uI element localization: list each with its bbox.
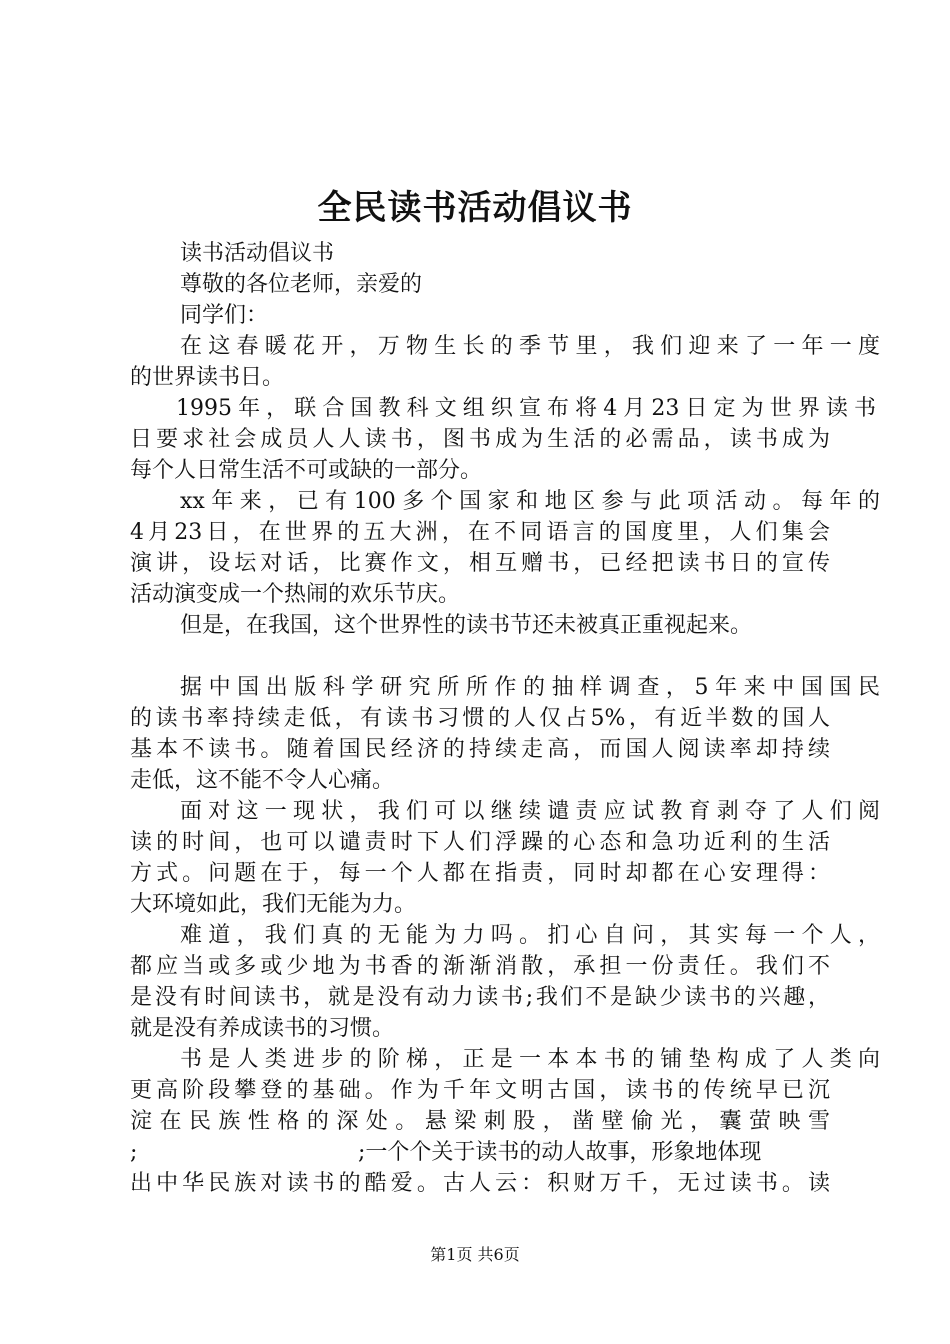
paragraph-line: 在这春暖花开，万物生长的季节里，我们迎来了一年一度 bbox=[180, 334, 880, 359]
paragraph-line: 出中华民族对读书的酷爱。古人云：积财万千，无过读书。读 bbox=[130, 1171, 830, 1196]
paragraph-line: 日要求社会成员人人读书，图书成为生活的必需品，读书成为 bbox=[130, 427, 830, 452]
paragraph-line: 淀在民族性格的深处。悬梁刺股，凿壁偷光，囊萤映雪 bbox=[130, 1109, 830, 1134]
paragraph-line: 读的时间，也可以谴责时下人们浮躁的心态和急功近利的生活 bbox=[130, 830, 830, 855]
paragraph-line: xx年来，已有100多个国家和地区参与此项活动。每年的 bbox=[180, 489, 880, 514]
paragraph-line: 大环境如此，我们无能为力。 bbox=[130, 892, 417, 917]
paragraph-line: 更高阶段攀登的基础。作为千年文明古国，读书的传统早已沉 bbox=[130, 1078, 830, 1103]
paragraph-line: 1995年，联合国教科文组织宣布将4月23日定为世界读书 bbox=[176, 396, 876, 421]
paragraph-line: 是没有时间读书，就是没有动力读书;我们不是缺少读书的兴趣， bbox=[130, 985, 830, 1010]
page-footer: 第1页 共6页 bbox=[430, 1245, 520, 1264]
paragraph-line: 每个人日常生活不可或缺的一部分。 bbox=[130, 458, 483, 483]
paragraph-line: 走低，这不能不令人心痛。 bbox=[130, 768, 395, 793]
paragraph-gap bbox=[130, 641, 830, 672]
paragraph-line: 都应当或多或少地为书香的渐渐消散，承担一份责任。我们不 bbox=[130, 954, 830, 979]
document-title: 全民读书活动倡议书 bbox=[317, 188, 633, 228]
paragraph-line-split bbox=[130, 1137, 830, 1168]
paragraph-line: 活动演变成一个热闹的欢乐节庆。 bbox=[130, 582, 461, 607]
paragraph-line: 的读书率持续走低，有读书习惯的人仅占5%，有近半数的国人 bbox=[130, 706, 830, 731]
paragraph-line: 就是没有养成读书的习惯。 bbox=[130, 1016, 395, 1041]
salutation-line: 尊敬的各位老师，亲爱的 bbox=[180, 272, 423, 297]
paragraph-line: 难道，我们真的无能为力吗。扪心自问，其实每一个人， bbox=[180, 923, 880, 948]
paragraph-line: 基本不读书。随着国民经济的持续走高，而国人阅读率却持续 bbox=[130, 737, 830, 762]
document-body bbox=[130, 238, 880, 1199]
paragraph-line: 4月23日，在世界的五大洲，在不同语言的国度里，人们集会 bbox=[130, 520, 830, 545]
paragraph-line: 书是人类进步的阶梯，正是一本本书的铺垫构成了人类向 bbox=[180, 1047, 880, 1072]
paragraph-line: 演讲，设坛对话，比赛作文，相互赠书，已经把读书日的宣传 bbox=[130, 551, 830, 576]
paragraph-line: 面对这一现状，我们可以继续谴责应试教育剥夺了人们阅 bbox=[180, 799, 880, 824]
paragraph-line: 方式。问题在于，每一个人都在指责，同时却都在心安理得： bbox=[130, 861, 830, 886]
paragraph-line: 但是，在我国，这个世界性的读书节还未被真正重视起来。 bbox=[180, 613, 753, 638]
paragraph-line: 据中国出版科学研究所所作的抽样调查，5年来中国国民 bbox=[180, 675, 880, 700]
semicolon-mark: ; bbox=[130, 1140, 138, 1165]
text-line: 读书活动倡议书 bbox=[180, 241, 335, 266]
paragraph-line-tail: ;一个个关于读书的动人故事，形象地体现 bbox=[358, 1140, 762, 1165]
salutation-line: 同学们： bbox=[180, 303, 269, 328]
paragraph-line: 的世界读书日。 bbox=[130, 365, 285, 390]
